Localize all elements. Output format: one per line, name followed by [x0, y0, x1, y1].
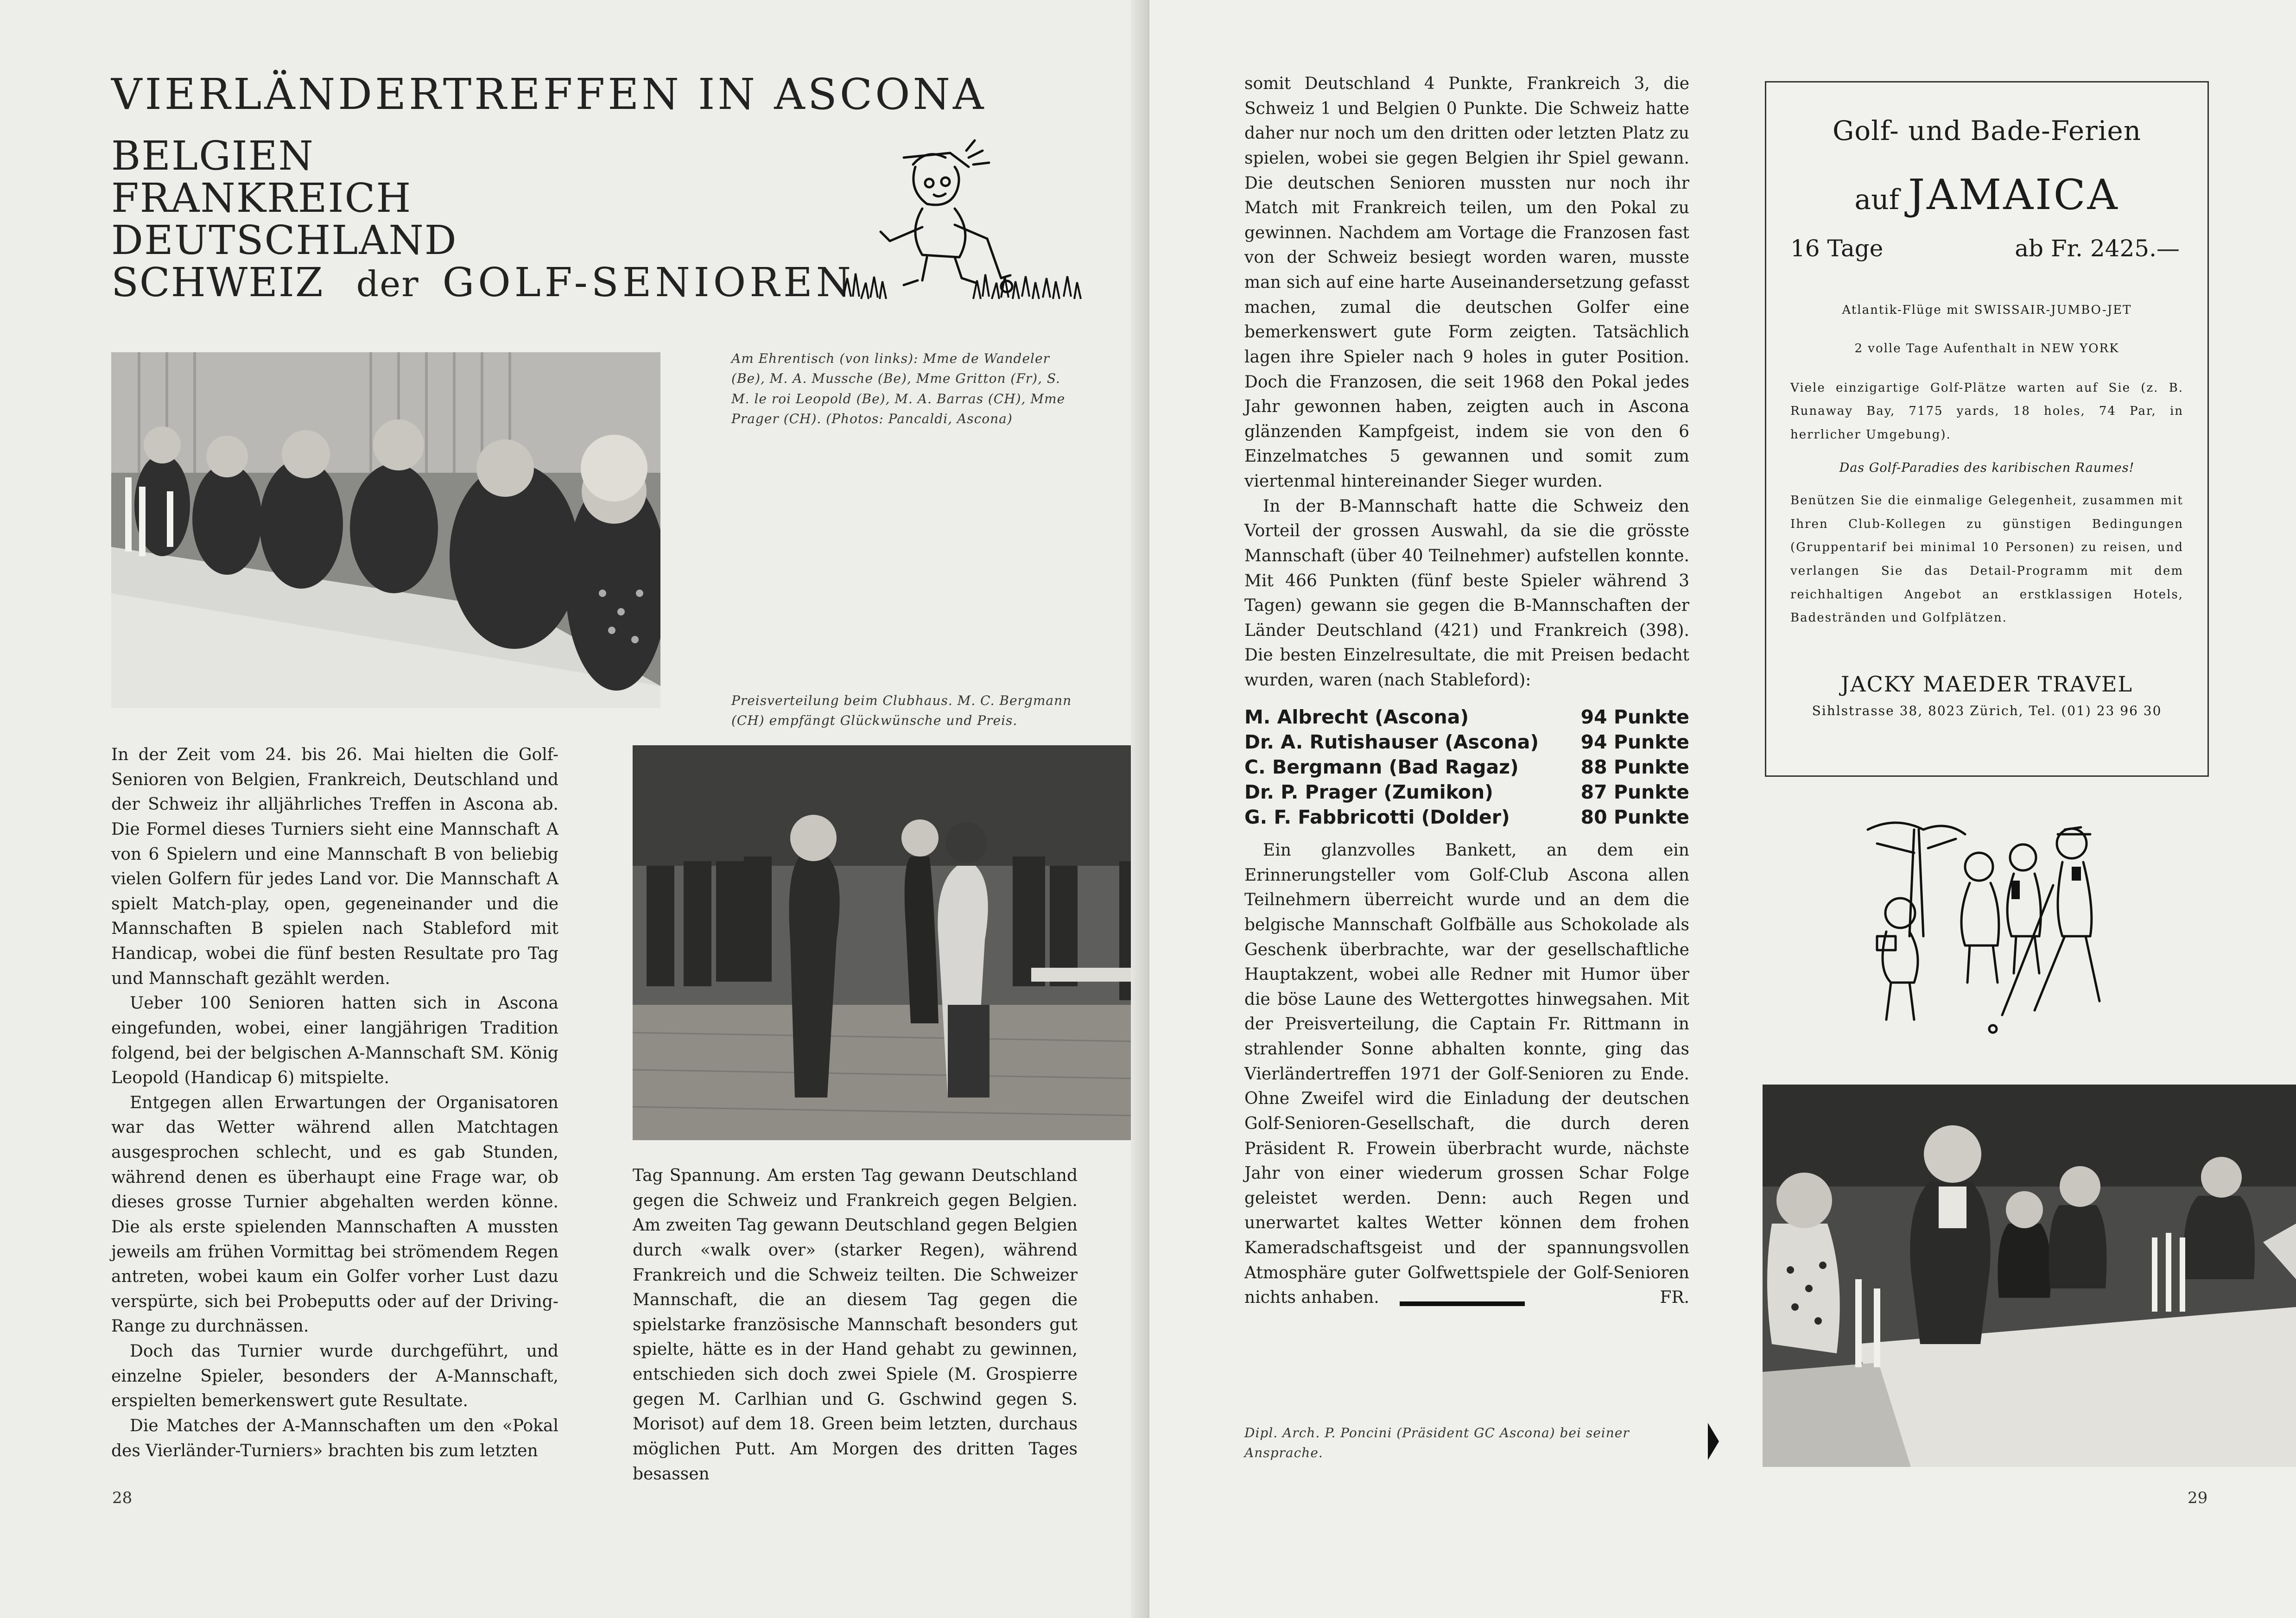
- ad-company-name: JACKY MAEDER TRAVEL: [1840, 671, 2133, 697]
- ad-auf: auf: [1854, 184, 1899, 216]
- ad-offer-text: Benützen Sie die einmalige Gelegenheit, zusammen mit Ihren Club-Kollegen zu günstigen Bedingungen (Gruppentarif bei minimal 10 Personen) zu reisen, und verlangen Sie das Detail-Programm mit dem reichhaltigen Angebot an erstklassigen Hotels, Badestränden und Golfplätzen.: [1790, 493, 2183, 625]
- paragraph-8: In der B-Mannschaft hatte die Schweiz den Vorteil der grossen Auswahl, da sie die grösste Mannschaft (über 40 Teilnehmer) aufstellen konnte. Mit 466 Punkten (fünf beste Spieler während 3 Tagen) gewann sie gegen die B-Mannschaften der Länder Deutschland (421) und Frankreich (398). Die besten Einzelresultate, die mit Preisen bedacht wurden, waren (nach Stableford):: [1244, 496, 1689, 690]
- result-name: Dr. P. Prager (Zumikon): [1244, 781, 1493, 804]
- caption-speech: Dipl. Arch. P. Poncini (Präsident GC Ascona) bei seiner Ansprache.: [1244, 1425, 1630, 1461]
- result-name: Dr. A. Rutishauser (Ascona): [1244, 731, 1539, 754]
- result-name: G. F. Fabbricotti (Dolder): [1244, 806, 1510, 829]
- ad-days: 16 Tage: [1790, 235, 1884, 262]
- paragraph-9: Ein glanzvolles Bankett, an dem ein Erinnerungsteller vom Golf-Club Ascona allen Teilnehmern überreicht wurde und an dem die belgische Mannschaft Golfbälle aus Schokolade als Geschenk überbrachte, war der gesellschaftliche Hauptakzent, wobei alle Redner mit Humor über die böse Laune des Wettergottes hinwegsahen. Mit der Preisverteilung, die Captain Fr. Rittmann in strahlender Sonne abhalten konnte, ging das Vierländertreffen 1971 der Golf-Senioren zu Ende. Ohne Zweifel wird die Einladung der deutschen Golf-Senioren-Gesellschaft, die durch deren Präsident R. Frowein überbracht wurde, nächste Jahr von einer wiederum grossen Schar Folge geleistet werden. Denn: auch Regen und unerwartet kaltes Wetter können dem frohen Kameradschaftsgeist und der spannungsvollen Atmosphäre guter Golfwettspiele der Golf-Senioren nichts anhaben.: [1244, 841, 1689, 1307]
- ad-price: ab Fr. 2425.—: [2015, 235, 2180, 262]
- page-number-right: 29: [2188, 1489, 2208, 1507]
- result-row: [1244, 780, 1689, 805]
- country-france: FRANKREICH: [111, 175, 412, 222]
- caption-prize-giving: Preisverteilung beim Clubhaus. M. C. Bergmann (CH) empfängt Glückwünsche und Preis.: [731, 693, 1072, 729]
- country-germany: DEUTSCHLAND: [111, 217, 457, 264]
- headline-der: der: [356, 263, 419, 305]
- article-column-2: [633, 1163, 1078, 1486]
- paragraph-6: Tag Spannung. Am ersten Tag gewann Deutschland gegen die Schweiz und Frankreich gegen Belgien. Am zweiten Tag gewann Deutschland gegen Belgien durch «walk over» (starker Regen), während Frankreich und die Schweiz teilten. Die Schweizer Mannschaft, die an diesem Tag gegen die spielstarke französische Mannschaft besonders gut spielte, hätte es in der Hand gehabt zu gewinnen, entschieden sich doch zwei Spiele (M. Grospierre gegen M. Carlhian und G. Gschwind gegen S. Morisot) auf dem 18. Green beim letzten, durchaus möglichen Putt. Am Morgen des dritten Tages besassen: [633, 1166, 1078, 1484]
- paragraph-1: In der Zeit vom 24. bis 26. Mai hielten die Golf-Senioren von Belgien, Frankreich, Deutschland und der Schweiz ihr alljährliches Treffen in Ascona ab. Die Formel dieses Turniers sieht eine Mannschaft A von 6 Spielern und eine Mannschaft B von beliebig vielen Golfern für jedes Land vor. Die Mannschaft A spielt Match-play, open, gegeneinander und die Mannschaften B spielen nach Stableford mit Handicap, wobei die fünf besten Resultate pro Tag und Mannschaft gezählt werden.: [111, 745, 558, 988]
- result-row: [1244, 755, 1689, 780]
- article-column-3: [1244, 71, 1689, 693]
- result-name: M. Albrecht (Ascona): [1244, 706, 1469, 728]
- country-list: [111, 135, 855, 305]
- paragraph-7: somit Deutschland 4 Punkte, Frankreich 3, die Schweiz 1 und Belgien 0 Punkte. Die Schweiz hatte daher nur noch um den dritten oder letzten Platz zu spielen, wobei sie gegen Belgien ihr Spiel gewann. Die deutschen Senioren mussten nur noch ihr Match mit Frankreich teilen, um den Pokal zu gewinnen. Nachdem am Vortage die Franzosen fast von der Schweiz besiegt worden waren, musste man sich auf eine harte Auseinandersetzung gefasst machen, zumal die deutschen Golfer eine bemerkenswert gute Form zeigten. Tatsächlich lagen ihre Spieler nach 9 holes in guter Position. Doch die Franzosen, die seit 1968 den Pokal jedes Jahr gewonnen haben, zeigten auch in Ascona glänzenden Kampfgeist, indem sie von den 6 Einzelmatches 5 gewannen und somit zum viertenmal hintereinander Sieger wurden.: [1244, 74, 1689, 491]
- country-switzerland-line: [111, 262, 855, 304]
- page-number-left: 28: [112, 1489, 133, 1507]
- result-name: C. Bergmann (Bad Ragaz): [1244, 756, 1519, 779]
- jamaica-travel-advertisement: [1765, 81, 2209, 777]
- article-headline: VIERLÄNDERTREFFEN IN ASCONA: [111, 70, 987, 119]
- result-score: 94 Punkte: [1580, 706, 1689, 728]
- country-belgium: BELGIEN: [111, 133, 314, 179]
- result-score: 80 Punkte: [1580, 806, 1689, 829]
- result-score: 94 Punkte: [1580, 731, 1689, 754]
- author-signature: FR.: [1660, 1288, 1689, 1307]
- result-score: 88 Punkte: [1580, 756, 1689, 779]
- golfers-cartoon-illustration: [1858, 816, 2118, 1057]
- arrow-pointer-icon: [1708, 1423, 1719, 1460]
- paragraph-3: Entgegen allen Erwartungen der Organisatoren war das Wetter während allen Matchtagen ausgesprochen schlecht, und es gab Stunden, während denen es überhaupt eine Frage war, ob dieses grosse Turnier abgehalten werden könne. Die als erste spielenden Mannschaften A mussten jeweils am frühen Vormittag bei strömendem Regen antreten, wobei kaum ein Golfer vorher Lust dazu verspürte, sich bei Probeputts oder auf der Driving-Range zu durchnässen.: [111, 1093, 558, 1336]
- ad-new-york: 2 volle Tage Aufenthalt in NEW YORK: [1854, 342, 2119, 356]
- result-row: [1244, 704, 1689, 730]
- result-score: 87 Punkte: [1580, 781, 1689, 804]
- prize-giving-photo: [633, 745, 1161, 1140]
- country-switzerland: SCHWEIZ: [111, 260, 324, 306]
- paragraph-2: Ueber 100 Senioren hatten sich in Ascona eingefunden, wobei, einer langjährigen Tradition folgend, bei der belgischen A-Mannschaft SM. König Leopold (Handicap 6) mitspielte.: [111, 994, 558, 1088]
- speech-photo: [1763, 1085, 2296, 1467]
- ad-paradise-tagline: Das Golf-Paradies des karibischen Raumes!: [1839, 460, 2135, 475]
- result-row: [1244, 730, 1689, 755]
- article-column-3-continued: [1244, 838, 1689, 1310]
- headline-golf-senioren: GOLF-SENIOREN: [442, 260, 855, 306]
- ad-golf-courses: Viele einzigartige Golf-Plätze warten auf Sie (z. B. Runaway Bay, 7175 yards, 18 holes, 74 Par, in herrlicher Umgebung).: [1790, 381, 2183, 442]
- paragraph-5: Die Matches der A-Mannschaften um den «Pokal des Vierländer-Turniers» brachten bis zum letzten: [111, 1416, 558, 1460]
- ad-headline: Golf- und Bade-Ferien: [1832, 115, 2142, 146]
- ad-address: Sihlstrasse 38, 8023 Zürich, Tel. (01) 23 96 30: [1812, 703, 2162, 718]
- ad-destination: [1766, 171, 2207, 219]
- result-row: [1244, 805, 1689, 830]
- results-list: [1244, 704, 1689, 830]
- golfer-cartoon-illustration: [834, 139, 1094, 306]
- end-rule: [1400, 1301, 1525, 1306]
- banquet-photo: [111, 352, 660, 708]
- article-column-1: [111, 742, 558, 1463]
- ad-duration-price: [1790, 235, 2180, 262]
- ad-flights: Atlantik-Flüge mit SWISSAIR-JUMBO-JET: [1842, 303, 2132, 317]
- paragraph-4: Doch das Turnier wurde durchgeführt, und einzelne Spieler, besonders der A-Mannschaft, erspielten bemerkenswert gute Resultate.: [111, 1342, 558, 1411]
- right-page: [1149, 0, 2296, 1618]
- ad-jamaica: JAMAICA: [1908, 171, 2119, 219]
- caption-banquet: Am Ehrentisch (von links): Mme de Wandeler (Be), M. A. Mussche (Be), Mme Gritton (Fr), S. M. le roi Leopold (Be), M. A. Barras (CH), Mme Prager (CH). (Photos: Pancaldi, Ascona): [731, 351, 1066, 427]
